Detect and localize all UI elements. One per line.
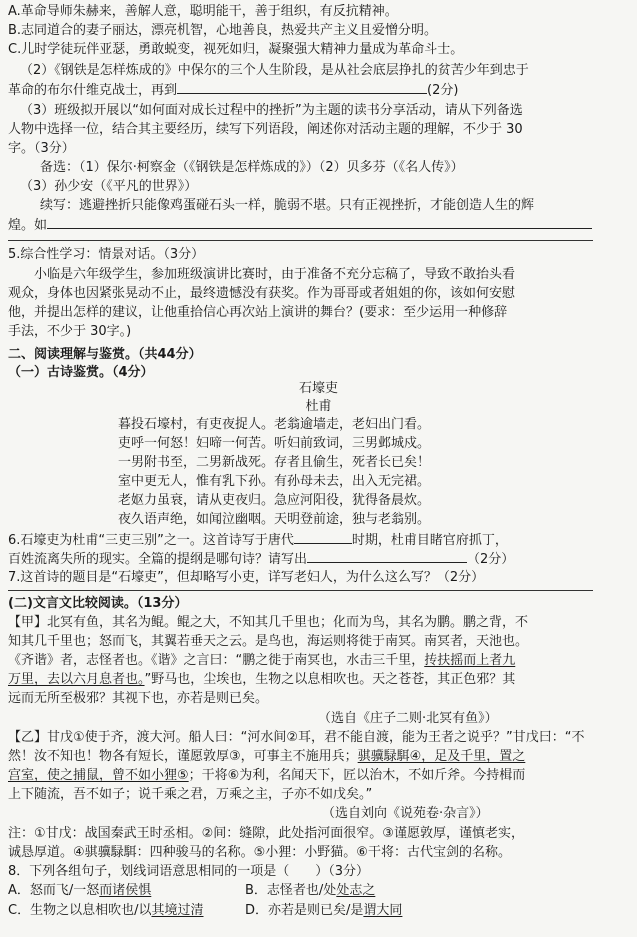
q7: 7.这首诗的题目是“石壕吏”，但却略写小吏，详写老妇人，为什么这么写？（2分） <box>8 570 485 585</box>
q6-text: 时期，杜甫目睹官府抓丁， <box>351 533 508 548</box>
yi-source: （选自刘向《说苑卷·杂言》） <box>322 806 489 821</box>
jia-line2: 知其几千里也；怒而飞，其翼若垂天之云。是鸟也，海运则将徙于南冥。南冥者，天池也。 <box>8 634 529 649</box>
answer-line[interactable] <box>8 240 593 241</box>
notes-line2: 诚恳厚道。④骐骥騄駬：四种骏马的名称。⑤小狸：小野猫。⑥干将：古代宝剑的名称。 <box>8 845 511 860</box>
jia-text: ”野马也，尘埃也，生物之以息相吹也。天之苍苍，其正色邪？其 <box>144 672 516 687</box>
answer-blank[interactable] <box>47 216 592 229</box>
q5-line5: 手法，不少于 30字。) <box>8 324 132 339</box>
q6-line2 <box>8 550 514 568</box>
jia-text: 《齐谐》者，志怪者也。《谐》之言曰：“鹏之徙于南冥也，水击三千里， <box>8 653 425 668</box>
q5-line4: 他，并提出怎样的建议，让他重拾信心再次站上演讲的舞台？(要求：至少运用一种修辞 <box>8 305 508 320</box>
q6-text: 百姓流离失所的现实。全篇的提纲是哪句诗？请写出 <box>8 552 308 567</box>
q4-option-c: C.儿时学徒玩伴亚瑟，勇敢蜕变，视死如归，凝聚强大精神力量成为革命斗士。 <box>8 42 464 57</box>
q4-sub3-line2: 人物中选择一位，结合其主要经历，续写下列语段，阐述你对活动主题的理解，不少于 30 <box>8 122 523 137</box>
option-text: 而诸侯惧 <box>99 883 152 898</box>
answer-line[interactable] <box>8 590 593 591</box>
option-text: B．志怪者也/处 <box>245 883 337 898</box>
jia-line1: 【甲】北冥有鱼，其名为鲲。鲲之大，不知其几千里也；化而为鸟，其名为鹏。鹏之背，不 <box>8 615 529 630</box>
q8-option-d[interactable] <box>245 902 402 919</box>
q8-stem: 8．下列各组句子，划线词语意思相同的一项是（ ）（3分） <box>8 864 370 879</box>
q4-options-line1: 备选：（1）保尔·柯察金（《钢铁是怎样炼成的》）（2）贝多芬（《名人传》） <box>40 160 464 175</box>
jia-source: （选自《庄子二则·北冥有鱼》） <box>318 711 498 726</box>
poem-line: 暮投石壕村，有吏夜捉人。老翁逾墙走，老妇出门看。 <box>118 417 431 432</box>
yi-line2 <box>8 748 525 765</box>
q4-sub2-line2 <box>8 81 458 99</box>
poem-line: 一男附书至，二男新战死。存者且偷生，死者长已矣！ <box>118 455 431 470</box>
score: (2分) <box>427 83 459 98</box>
q4-continue-text: 煌。如 <box>8 218 48 233</box>
section-title: 二、阅读理解与鉴赏。（共44分） <box>8 347 202 362</box>
poem-title: 石壕吏 <box>298 381 338 396</box>
poem-line: 吏呼一何怒！妇啼一何苦。听妇前致词，三男邺城戍。 <box>118 436 431 451</box>
q4-sub3-line1: （3）班级拟开展以“如何面对成长过程中的挫折”为主题的读书分享活动，请从下列备选 <box>20 103 523 118</box>
poem-line: 室中更无人，惟有乳下孙。有孙母未去，出入无完裙。 <box>118 474 431 489</box>
option-text: C．生物之以息相吹也/以 <box>8 903 152 918</box>
underlined-sentence: 骐骥騄駬④，足及千里，置之 <box>357 749 526 764</box>
answer-blank[interactable] <box>294 531 352 544</box>
answer-blank[interactable] <box>307 550 467 563</box>
jia-line5: 远而无所至极邪？其视下也，亦若是则已矣。 <box>8 691 269 706</box>
yi-text: 然！汝不知也！物各有短长，谨愿敦厚③，可事主不施用兵； <box>8 749 358 764</box>
classical-heading: (二)文言文比较阅读。（13分） <box>8 596 188 611</box>
poem-author: 杜甫 <box>305 399 332 414</box>
q4-option-a: A.革命导师朱赫来，善解人意，聪明能干，善于组织，有反抗精神。 <box>8 4 398 19</box>
q4-option-b: B.志同道合的妻子丽达，漂亮机智，心地善良，热爱共产主义且爱憎分明。 <box>8 23 438 38</box>
option-text: D．亦若是则已矣/是 <box>245 903 364 918</box>
q8-option-c[interactable] <box>8 902 203 919</box>
jia-line3 <box>8 652 515 669</box>
q4-sub2-line1: （2）《钢铁是怎样炼成的》中保尔的三个人生阶段，是从社会底层挣扎的贫苦少年到忠于 <box>20 63 529 78</box>
yi-line1: 【乙】甘戊①使于齐，渡大河。船人曰：“河水间②耳，君不能自渡，能为王者之说乎？”甘戊曰：“不 <box>8 730 585 745</box>
q4-options-line2: （3）孙少安（《平凡的世界》） <box>20 179 198 194</box>
underlined-sentence: 抟扶摇而上者九 <box>424 653 516 668</box>
q6-line1 <box>8 531 508 549</box>
q6-text: 6.石壕吏为杜甫“三吏三别”之一。这首诗写于唐代 <box>8 533 294 548</box>
option-text: 处志之 <box>336 883 376 898</box>
answer-blank[interactable] <box>177 81 427 94</box>
yi-line4: 上下随流，吾不如子；说千乘之君，万乘之主，子亦不如戊矣。” <box>8 787 373 802</box>
q5-title: 5.综合性学习：情景对话。（3分） <box>8 247 205 262</box>
yi-text: ；干将⑥为利，名闻天下，匠以治木，不如斤斧。今持楫而 <box>188 768 526 783</box>
score: （2分） <box>467 552 515 567</box>
q4-continue-line1: 续写：逃避挫折只能像鸡蛋碰石头一样，脆弱不堪。只有正视挫折，才能创造人生的辉 <box>40 198 535 213</box>
q8-option-a[interactable] <box>8 882 151 899</box>
q5-line3: 观众，身体也因紧张晃动不止，最终遗憾没有获奖。作为哥哥或者姐姐的你，该如何安慰 <box>8 286 516 301</box>
poem-line: 老妪力虽衰，请从吏夜归。急应河阳役，犹得备晨炊。 <box>118 493 431 508</box>
section-subtitle: （一）古诗鉴赏。（4分） <box>8 365 154 380</box>
underlined-sentence: 宫室，使之捕鼠，曾不如小狸⑤ <box>8 768 189 783</box>
jia-line4 <box>8 671 515 688</box>
q4-continue-line2 <box>8 216 592 234</box>
q5-line2: 小临是六年级学生，参加班级演讲比赛时，由于准备不充分忘稿了，导致不敢抬头看 <box>34 267 516 282</box>
poem-line: 夜久语声绝，如闻泣幽咽。天明登前途，独与老翁别。 <box>118 512 431 527</box>
notes-line1: 注：①甘戊：战国秦武王时丞相。②间：缝隙，此处指河面很窄。③谨愿敦厚，谨慎老实， <box>8 826 524 841</box>
underlined-sentence: 万里，去以六月息者也。 <box>8 672 145 687</box>
yi-line3 <box>8 767 525 784</box>
q4-sub3-line3: 字。（3分） <box>8 141 75 156</box>
q4-sub2-text: 革命的布尔什维克战士，再到 <box>8 83 178 98</box>
q8-option-b[interactable] <box>245 882 375 899</box>
option-text: A．怒而飞/一怒 <box>8 883 100 898</box>
option-text: 其境过清 <box>151 903 204 918</box>
option-text: 谓大同 <box>363 903 403 918</box>
